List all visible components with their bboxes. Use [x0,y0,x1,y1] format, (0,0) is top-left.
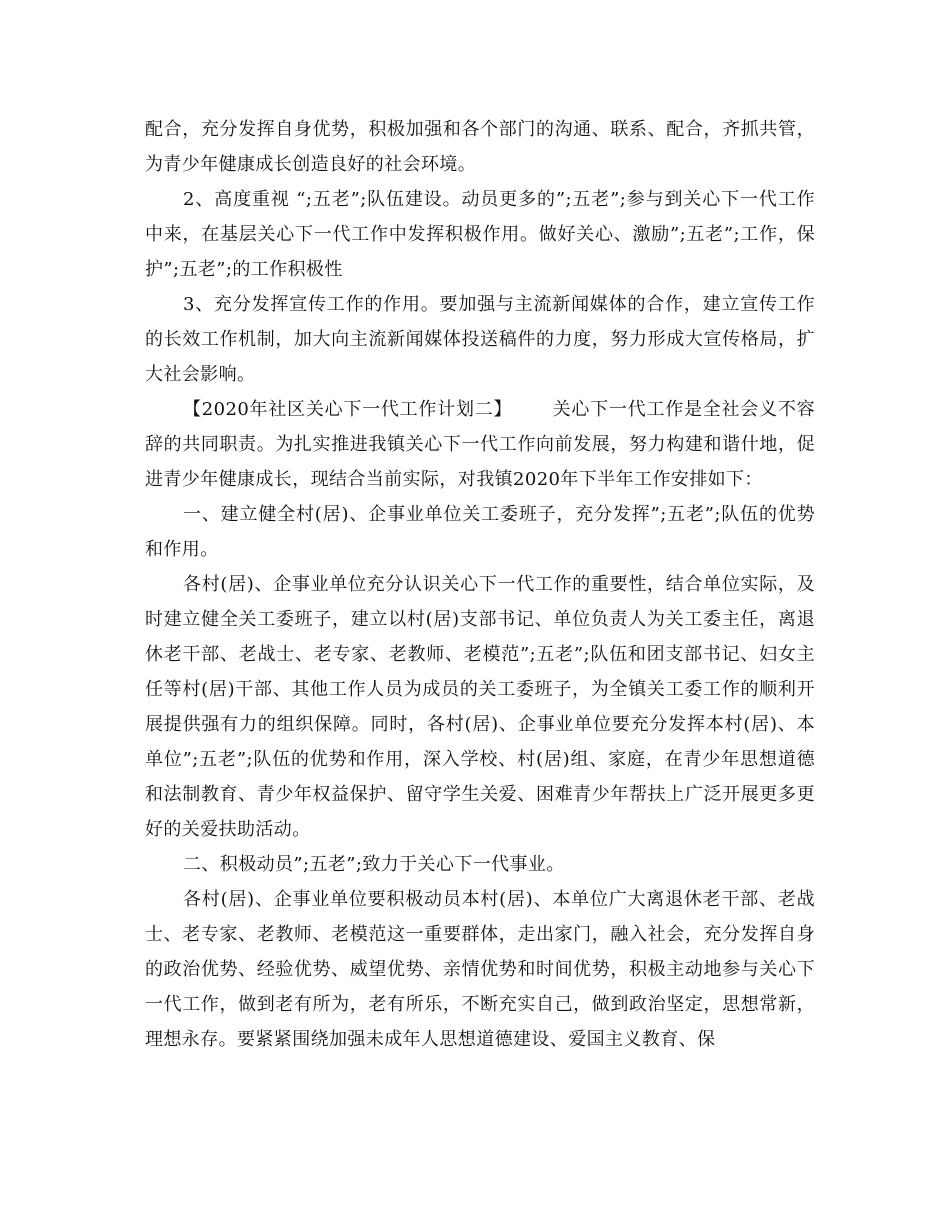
paragraph-1: 配合，充分发挥自身优势，积极加强和各个部门的沟通、联系、配合，齐抓共管，为青少年健康成长创造良好的社会环境。 [145,119,815,175]
paragraph-6: 各村(居)、企事业单位充分认识关心下一代工作的重要性，结合单位实际，及时建立健全关工委班子，建立以村(居)支部书记、单位负责人为关工委主任，离退休老干部、老战士、老专家、老教师、老模范”;五老”;队伍和团支部书记、妇女主任等村(居)干部、其他工作人员为成员的关工委班子，为全镇关工委工作的顺利开展提供强有力的组织保障。同时，各村(居)、企事业单位要充分发挥本村(居)、本单位”;五老”;队伍的优势和作用，深入学校、村(居)组、家庭，在青少年思想道德和法制教育、青少年权益保护、留守学生关爱、困难青少年帮扶上广泛开展更多更好的关爱扶助活动。 [145,574,815,840]
paragraph-5: 一、建立健全村(居)、企事业单位关工委班子，充分发挥”;五老”;队伍的优势和作用。 [145,504,815,560]
paragraph-2: 2、高度重视 “;五老”;队伍建设。动员更多的”;五老”;参与到关心下一代工作中来，在基层关心下一代工作中发挥积极作用。做好关心、激励”;五老”;工作，保护”;五老”;的工作积极性 [145,189,815,280]
section-heading: 【2020年社区关心下一代工作计划二】 [183,399,513,420]
paragraph-8: 各村(居)、企事业单位要积极动员本村(居)、本单位广大离退休老干部、老战士、老专家、老教师、老模范这一重要群体，走出家门，融入社会，充分发挥自身的政治优势、经验优势、威望优势、亲情优势和时间优势，积极主动地参与关心下一代工作，做到老有所为，老有所乐，不断充实自己，做到政治坚定，思想常新，理想永存。要紧紧围绕加强未成年人思想道德建设、爱国主义教育、保 [145,889,815,1050]
paragraph-7: 二、积极动员”;五老”;致力于关心下一代事业。 [183,854,565,875]
paragraph-4-text: 关心下一代工作是全社会义不容辞的共同职责。为扎实推进我镇关心下一代工作向前发展，努力构建和谐什地，促进青少年健康成长，现结合当前实际，对我镇2020年下半年工作安排如下： [145,399,815,490]
document-body [145,112,815,1057]
paragraph-4 [145,392,815,497]
paragraph-3: 3、充分发挥宣传工作的作用。要加强与主流新闻媒体的合作，建立宣传工作的长效工作机制，加大向主流新闻媒体投送稿件的力度，努力形成大宣传格局，扩大社会影响。 [145,294,815,385]
